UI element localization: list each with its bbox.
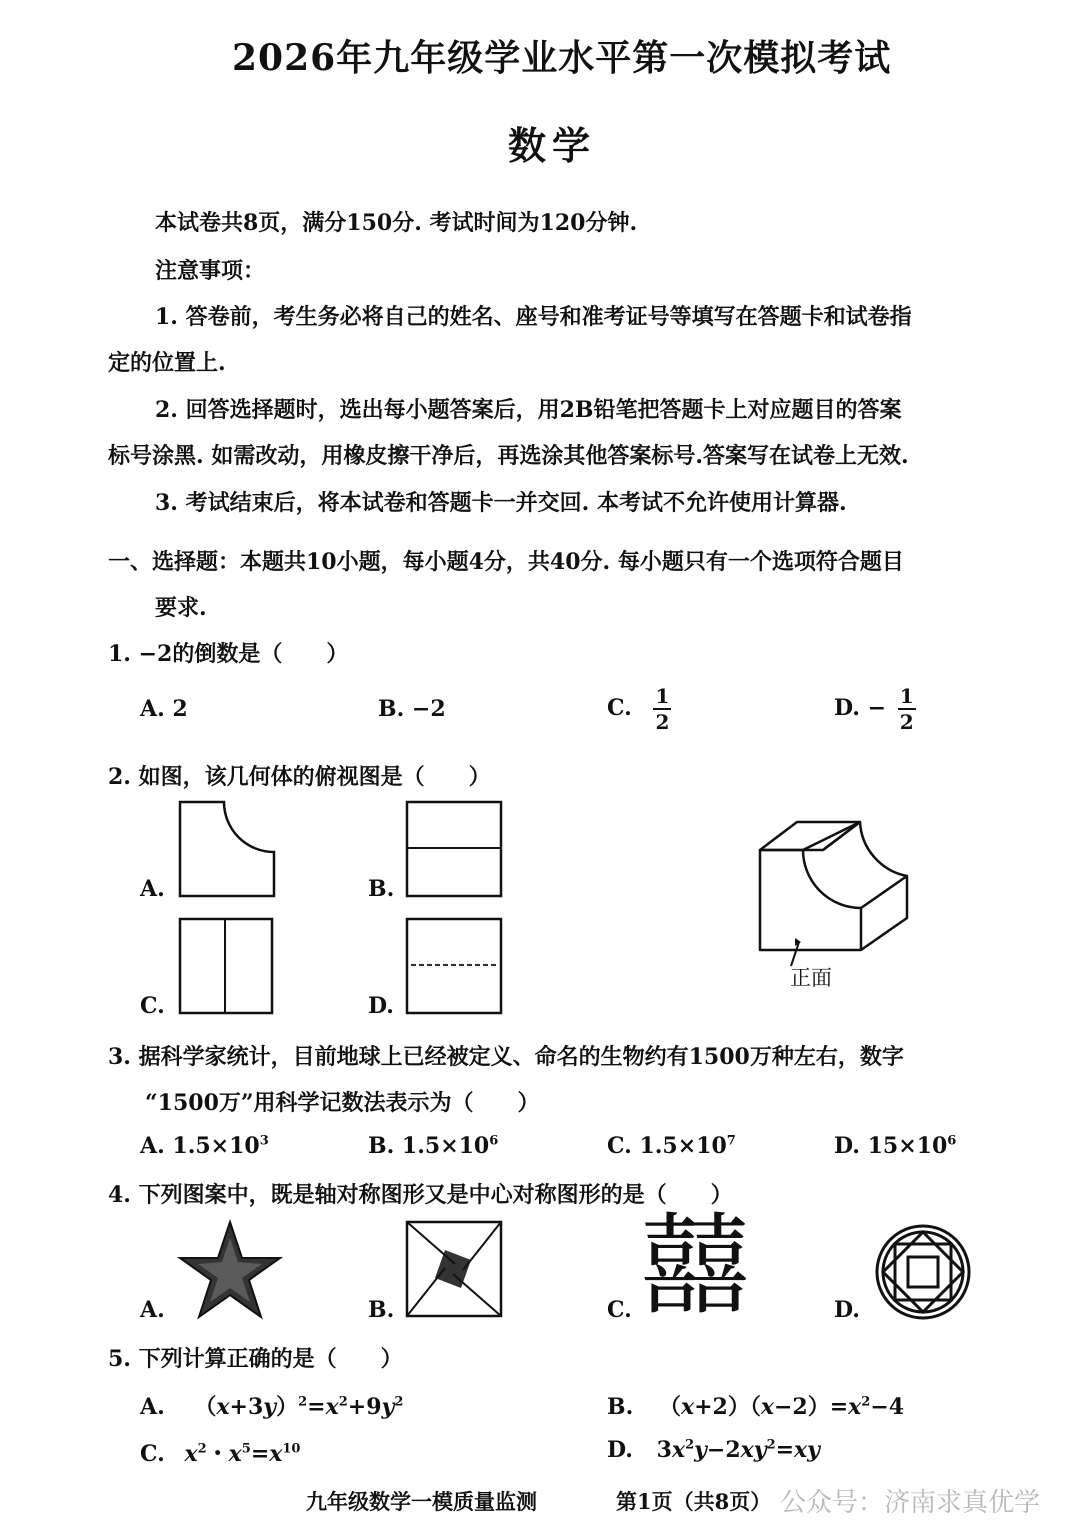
q4-option-a-label[interactable]: A. [140, 1297, 165, 1323]
q5-d-label: D. [607, 1437, 633, 1463]
q1-option-c-label: C. [607, 695, 632, 721]
q3-b-text: B. 1.5×10 [368, 1133, 490, 1159]
q2-option-b-figure [405, 800, 503, 898]
q1-option-d[interactable] [834, 686, 916, 732]
q4-stem: 4. 下列图案中，既是轴对称图形又是中心对称图形的是（ ） [108, 1182, 733, 1208]
q1-option-b[interactable]: B. −2 [378, 696, 446, 722]
exam-title: 2026年九年级学业水平第一次模拟考试 [232, 37, 892, 79]
q5-c-label: C. [140, 1441, 165, 1467]
q2-option-b-label[interactable]: B. [368, 876, 395, 902]
note-1-line-b: 定的位置上. [108, 350, 226, 376]
q2-option-c-label[interactable]: C. [140, 993, 165, 1019]
q5-option-b[interactable]: B. $(x+2)(x-2)=x^2-4$ [607, 1394, 905, 1420]
q2-option-d-label[interactable]: D. [368, 993, 394, 1019]
section-1-heading-cont: 要求. [155, 595, 207, 621]
q3-a-exponent: 3 [259, 1133, 269, 1149]
q1-stem: 1. −2的倒数是（ ） [108, 641, 349, 667]
q4-option-c-glyph: 囍 [640, 1202, 750, 1330]
q3-d-exponent: 6 [947, 1133, 957, 1149]
q5-stem: 5. 下列计算正确的是（ ） [108, 1346, 403, 1372]
section-1-heading: 一、选择题：本题共10小题，每小题4分，共40分. 每小题只有一个选项符合题目 [108, 549, 904, 575]
watermark: 公众号：济南求真优学 [780, 1488, 1041, 1518]
q3-c-exponent: 7 [726, 1133, 736, 1149]
q3-option-b[interactable] [368, 1133, 498, 1159]
q3-a-text: A. 1.5×10 [140, 1133, 260, 1159]
q3-option-a[interactable] [140, 1133, 269, 1159]
fraction-numerator: 1 [899, 684, 914, 708]
footer-exam-name: 九年级数学一模质量监测 [306, 1489, 537, 1514]
q4-option-b-label[interactable]: B. [368, 1297, 395, 1323]
q1-option-c[interactable] [607, 686, 671, 732]
fraction-denominator: 2 [655, 710, 670, 734]
fraction-numerator: 1 [655, 684, 670, 708]
notes-title: 注意事项： [155, 258, 266, 284]
note-1-line-a: 1. 答卷前，考生务必将自己的姓名、座号和准考证号等填写在答题卡和试卷指 [155, 304, 912, 330]
q5-a-label: A. [140, 1394, 165, 1420]
note-2-line-a: 2. 回答选择题时，选出每小题答案后，用2B铅笔把答题卡上对应题目的答案 [155, 397, 902, 423]
q2-option-a-label[interactable]: A. [140, 876, 165, 902]
q1-option-d-label: D. − [834, 695, 887, 721]
front-label: 正面 [790, 966, 832, 990]
exam-info: 本试卷共8页，满分150分. 考试时间为120分钟. [155, 210, 638, 236]
q3-option-c[interactable] [607, 1133, 736, 1159]
q4-option-c-label[interactable]: C. [607, 1297, 632, 1323]
q2-stem: 2. 如图，该几何体的俯视图是（ ） [108, 764, 491, 790]
q4-option-d-figure [873, 1222, 973, 1322]
q5-b-label: B. [607, 1394, 634, 1420]
q5-option-c[interactable]: C. $x^2$・$x^5=x^{10}$ [140, 1441, 301, 1467]
q4-option-a-star [178, 1220, 282, 1320]
q3-d-text: D. 15×10 [834, 1133, 948, 1159]
note-3: 3. 考试结束后，将本试卷和答题卡一并交回. 本考试不允许使用计算器. [155, 490, 847, 516]
q5-option-a[interactable]: A. $(x+3y)^2=x^2+9y^2$ [140, 1394, 404, 1420]
q1-option-d-fraction [898, 686, 916, 732]
q4-option-b-figure [405, 1220, 503, 1318]
q3-b-exponent: 6 [489, 1133, 499, 1149]
q2-option-d-figure [405, 917, 503, 1015]
q3-c-text: C. 1.5×10 [607, 1133, 727, 1159]
q2-option-a-figure [178, 800, 276, 898]
footer-page-number: 第1页（共8页） [616, 1489, 772, 1514]
subject-title: 数学 [508, 123, 597, 168]
q2-option-c-figure [178, 917, 274, 1015]
q1-option-a[interactable]: A. 2 [140, 696, 188, 722]
q5-option-d[interactable]: D. $3x^2y-2xy^2=xy$ [607, 1437, 820, 1463]
fraction-denominator: 2 [899, 710, 914, 734]
q2-solid-figure [755, 818, 915, 958]
note-2-line-b: 标号涂黑. 如需改动，用橡皮擦干净后，再选涂其他答案标号.答案写在试卷上无效. [108, 443, 909, 469]
q4-option-d-label[interactable]: D. [834, 1297, 860, 1323]
q3-stem-line-b: “1500万”用科学记数法表示为（ ） [145, 1090, 540, 1116]
q3-stem-line-a: 3. 据科学家统计，目前地球上已经被定义、命名的生物约有1500万种左右，数字 [108, 1044, 904, 1070]
q1-option-c-fraction [653, 686, 671, 732]
q3-option-d[interactable] [834, 1133, 956, 1159]
